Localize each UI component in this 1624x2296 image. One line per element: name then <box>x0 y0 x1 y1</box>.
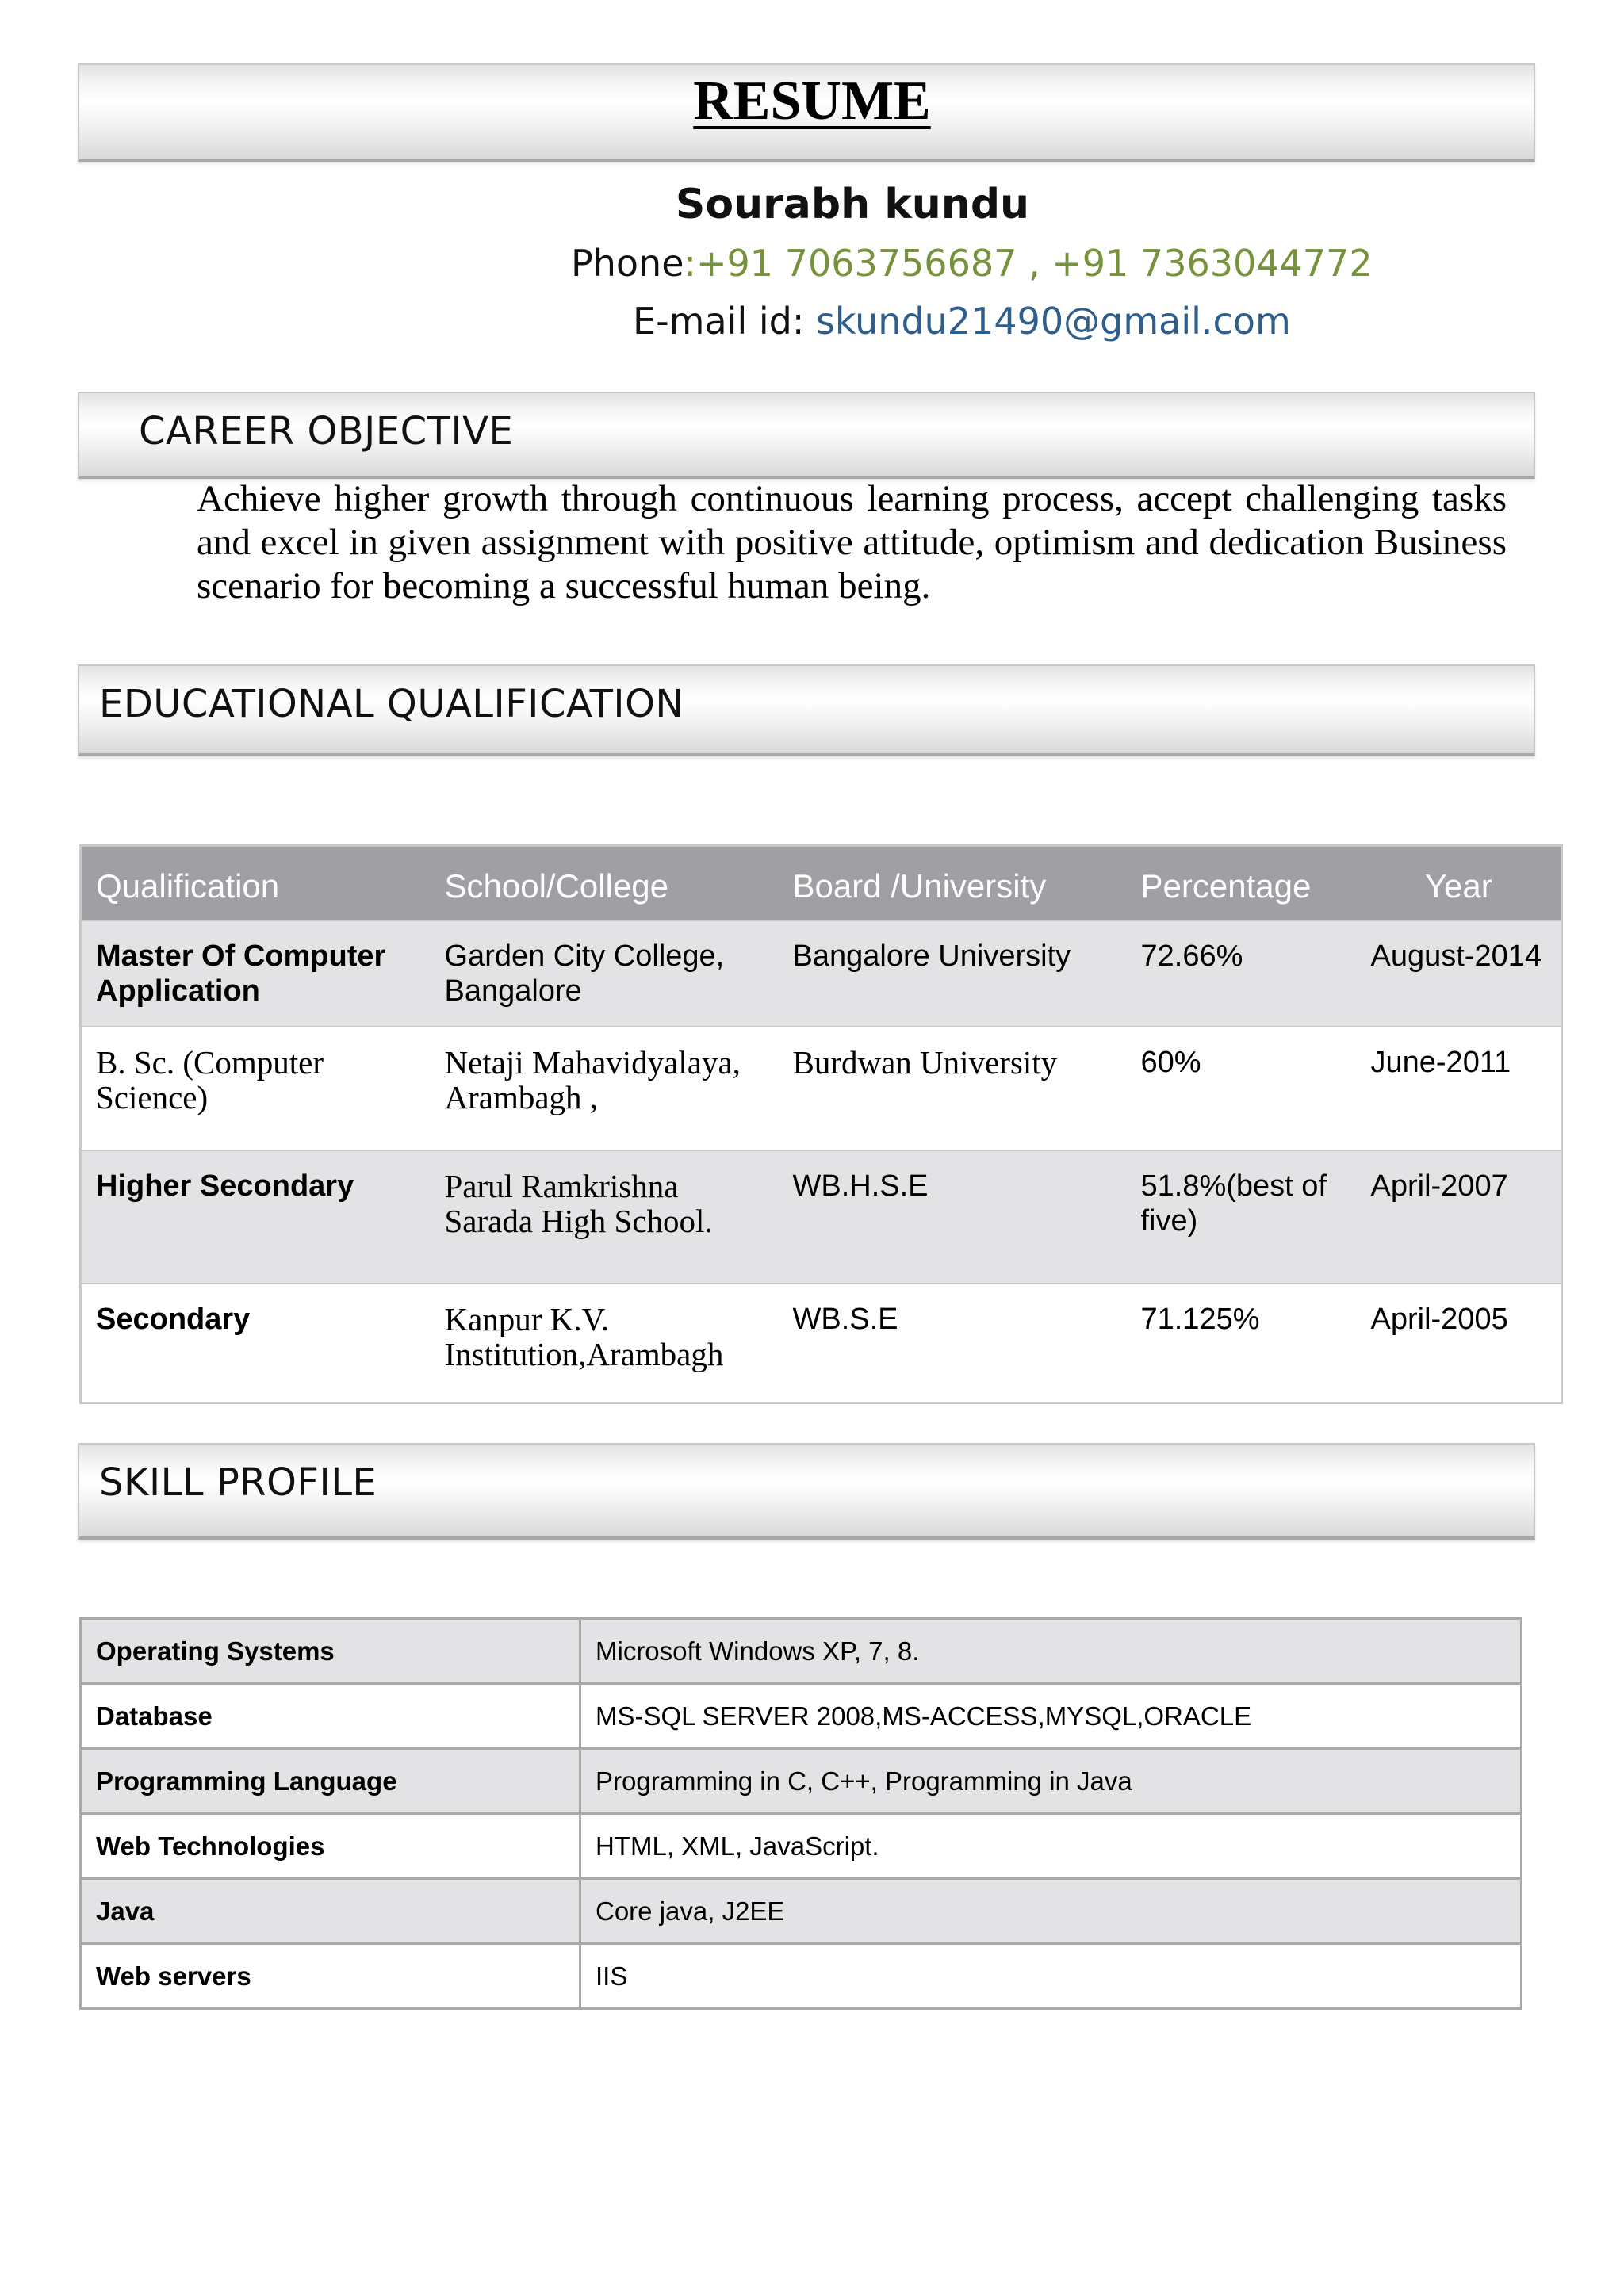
percentage-cell: 51.8%(best of five) <box>1127 1150 1357 1284</box>
year-cell: April-2005 <box>1357 1284 1562 1402</box>
table-row <box>81 1284 1562 1402</box>
qualification-cell: Master Of Computer Application <box>81 920 431 1027</box>
school-cell: Parul Ramkrishna Sarada High School. <box>431 1150 779 1284</box>
skill-value: HTML, XML, JavaScript. <box>580 1814 1522 1879</box>
table-row <box>81 1027 1562 1150</box>
percentage-cell: 60% <box>1127 1027 1357 1150</box>
skill-key: Database <box>81 1684 580 1749</box>
education-heading: EDUCATIONAL QUALIFICATION <box>99 682 684 726</box>
year-cell: June-2011 <box>1357 1027 1562 1150</box>
school-cell: Kanpur K.V. Institution,Arambagh <box>431 1284 779 1402</box>
col-year: Year <box>1357 846 1562 921</box>
qualification-cell: Secondary <box>81 1284 431 1402</box>
career-objective-heading: CAREER OBJECTIVE <box>139 409 514 453</box>
table-row <box>81 1814 1522 1879</box>
table-row <box>81 920 1562 1027</box>
skill-key: Java <box>81 1879 580 1944</box>
percentage-cell: 72.66% <box>1127 920 1357 1027</box>
skill-key: Programming Language <box>81 1749 580 1814</box>
skill-value: Microsoft Windows XP, 7, 8. <box>580 1619 1522 1684</box>
skill-value: Core java, J2EE <box>580 1879 1522 1944</box>
phone-line <box>571 242 1373 285</box>
table-row <box>81 1619 1522 1684</box>
year-cell: August-2014 <box>1357 920 1562 1027</box>
table-row <box>81 1944 1522 2009</box>
qualification-cell: Higher Secondary <box>81 1150 431 1284</box>
col-percentage: Percentage <box>1127 846 1357 921</box>
career-objective-text: Achieve higher growth through continuous learning process, accept challenging tasks and excel in given assignment with positive attitude, optimism and dedication Business scenario for becoming a successful human being. <box>197 478 1507 607</box>
skill-profile-heading: SKILL PROFILE <box>99 1460 377 1505</box>
year-cell: April-2007 <box>1357 1150 1562 1284</box>
person-name: Sourabh kundu <box>675 181 1030 228</box>
education-table <box>79 844 1563 1404</box>
education-header-row <box>81 846 1562 921</box>
table-row <box>81 1684 1522 1749</box>
col-school: School/College <box>431 846 779 921</box>
skill-key: Operating Systems <box>81 1619 580 1684</box>
col-qualification: Qualification <box>81 846 431 921</box>
skills-table <box>79 1617 1522 2010</box>
skill-value: MS-SQL SERVER 2008,MS-ACCESS,MYSQL,ORACLE <box>580 1684 1522 1749</box>
table-row <box>81 1749 1522 1814</box>
skill-key: Web servers <box>81 1944 580 2009</box>
qualification-cell: B. Sc. (Computer Science) <box>81 1027 431 1150</box>
email-line <box>633 300 1291 342</box>
board-cell: Bangalore University <box>779 920 1127 1027</box>
skill-value: IIS <box>580 1944 1522 2009</box>
table-row <box>81 1879 1522 1944</box>
phone-value: :+91 7063756687 , +91 7363044772 <box>684 242 1373 285</box>
percentage-cell: 71.125% <box>1127 1284 1357 1402</box>
col-board: Board /University <box>779 846 1127 921</box>
email-label: E-mail id: <box>633 300 816 342</box>
school-cell: Netaji Mahavidyalaya, Arambagh , <box>431 1027 779 1150</box>
phone-label: Phone <box>571 242 684 285</box>
board-cell: WB.S.E <box>779 1284 1127 1402</box>
school-cell: Garden City College, Bangalore <box>431 920 779 1027</box>
table-row <box>81 1150 1562 1284</box>
board-cell: WB.H.S.E <box>779 1150 1127 1284</box>
resume-title: RESUME <box>693 71 931 132</box>
email-link[interactable]: skundu21490@gmail.com <box>815 300 1291 342</box>
skill-value: Programming in C, C++, Programming in Java <box>580 1749 1522 1814</box>
board-cell: Burdwan University <box>779 1027 1127 1150</box>
skill-key: Web Technologies <box>81 1814 580 1879</box>
